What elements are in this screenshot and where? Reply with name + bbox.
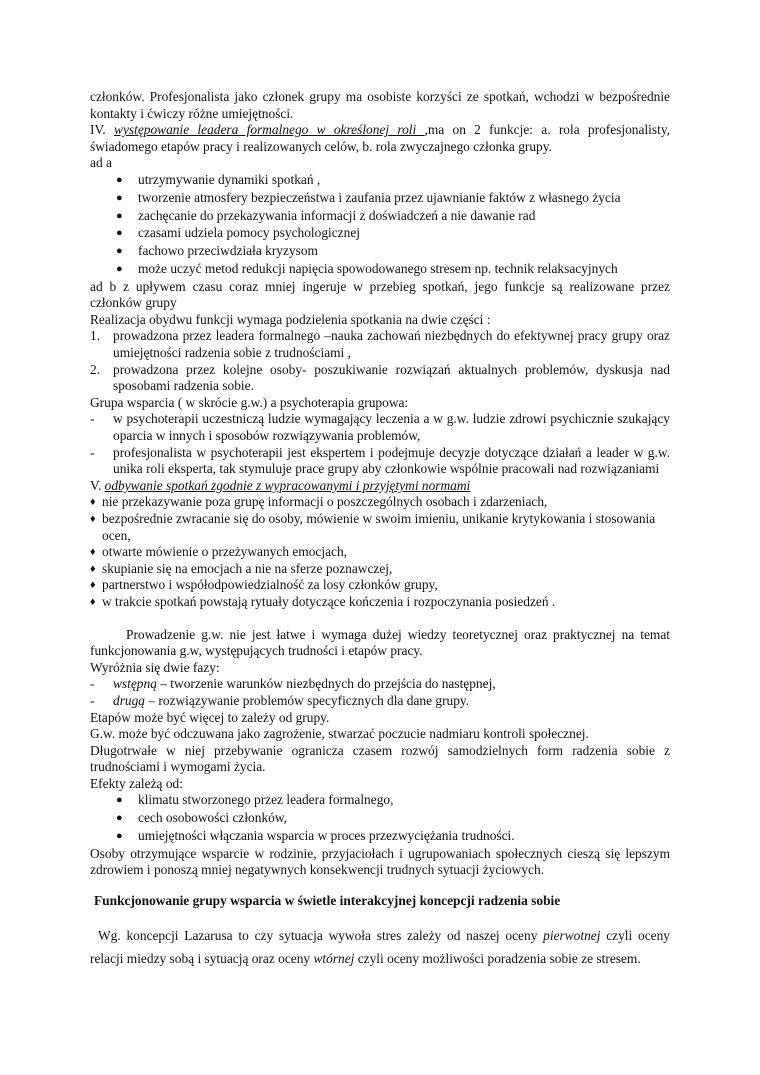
diamond-icon: ♦ xyxy=(90,496,96,509)
list-item: ♦ partnerstwo i współodpowiedzialność za losy członków grupy, xyxy=(90,577,438,593)
section-iv xyxy=(90,122,670,155)
realizacja-paragraph: Realizacja obydwu funkcji wymaga podzielenia spotkania na dwie części : xyxy=(90,311,491,327)
list-item: ● klimatu stworzonego przez leadera formalnego, xyxy=(116,792,394,808)
list-item: - drugą – rozwiązywanie problemów specyficznych dla dane grupy. xyxy=(90,692,470,708)
diamond-icon: ♦ xyxy=(90,512,96,525)
bullet-icon: ● xyxy=(116,794,123,807)
bullet-icon: ● xyxy=(116,830,123,843)
section-v xyxy=(90,478,670,495)
etapow-paragraph: Etapów może być więcej to zależy od grupy. xyxy=(90,709,330,725)
list-item: ● czasami udziela pomocy psychologicznej xyxy=(116,225,360,241)
lazarus-paragraph: Wg. koncepcji Lazarusa to czy sytuacja wywoła stres zależy od naszej oceny pierwotnej czyli oceny relacji miedzy sobą i sytuacją oraz oceny wtórnej czyli oceny możliwości poradzenia sobie ze stresem. xyxy=(90,927,670,966)
section-iv-title: występowanie leadera formalnego w określonej roli xyxy=(114,122,425,138)
list-item: ● fachowo przeciwdziała kryzysom xyxy=(116,243,318,259)
diamond-icon: ♦ xyxy=(90,579,96,592)
bullet-icon: ● xyxy=(116,209,123,222)
list-item: ● może uczyć metod redukcji napięcia spowodowanego stresem np. technik relaksacyjnych xyxy=(116,260,618,276)
list-item: ● zachęcanie do przekazywania informacji z doświadczeń a nie dawanie rad xyxy=(116,207,536,223)
grupa-paragraph: Grupa wsparcia ( w skrócie g.w.) a psychoterapia grupowa: xyxy=(90,394,409,410)
diamond-icon: ♦ xyxy=(90,595,96,608)
list-item: ♦ otwarte mówienie o przeżywanych emocjach, xyxy=(90,544,348,560)
section-iv-number: IV. xyxy=(90,122,106,138)
bullet-icon: ● xyxy=(116,191,123,204)
bullet-icon: ● xyxy=(116,812,123,825)
section-heading: Funkcjonowanie grupy wsparcia w świetle interakcyjnej koncepcji radzenia sobie xyxy=(94,893,561,908)
spacer xyxy=(90,611,670,627)
list-item: ● cech osobowości członków, xyxy=(116,810,287,826)
diamond-icon: ♦ xyxy=(90,562,96,575)
bullet-icon: ● xyxy=(116,245,123,258)
list-item: - w psychoterapii uczestniczą ludzie wymagający leczenia a w g.w. ludzie zdrowi psychicznie szukający oparcia w innych i sposobów rozwiązywania problemów, xyxy=(90,411,670,443)
section-v-title: odbywanie spotkań zgodnie z wypracowanymi i przyjętymi normami xyxy=(104,477,471,493)
list-item: ● umiejętności włączania wsparcia w proces przezwyciężania trudności. xyxy=(116,828,515,844)
intro-paragraph: członków. Profesjonalista jako członek grupy ma osobiste korzyści ze spotkań, wchodzi w bezpośrednie kontakty i ćwiczy różne umiejętności. xyxy=(90,89,670,121)
effects-list xyxy=(90,792,670,844)
list-item: - wstępną – tworzenie warunków niezbędnych do przejścia do następnej, xyxy=(90,676,496,692)
bullet-icon: ● xyxy=(116,262,123,275)
bullet-icon: ● xyxy=(116,173,123,186)
section-v-number: V. xyxy=(90,477,102,493)
list-item: ♦ skupianie się na emocjach a nie na sferze poznawczej, xyxy=(90,560,393,576)
list-item: ● tworzenie atmosfery bezpieczeństwa i zaufania przez ujawnianie faktów z własnego życia xyxy=(116,189,621,205)
ad-a-list xyxy=(90,172,670,278)
osoby-paragraph: Osoby otrzymujące wsparcie w rodzinie, przyjaciołach i ugrupowaniach społecznych cieszą się lepszym zdrowiem i ponoszą mniej negatywnych konsekwencji trudnych sytuacji życiowych. xyxy=(90,845,670,878)
bullet-icon: ● xyxy=(116,227,123,240)
numbered-list xyxy=(90,328,670,394)
list-item: ♦ nie przekazywanie poza grupę informacji o poszczególnych osobach i zdarzeniach, xyxy=(90,494,548,510)
section-iv-text: ,ma on 2 funkcje: a. rola profesjonalisty, świadomego etapów pracy i realizowanych celów, b. rola zwyczajnego członka grupy. xyxy=(90,122,670,154)
list-item: ● utrzymywanie dynamiki spotkań , xyxy=(116,171,321,187)
list-item: 2. prowadzona przez kolejne osoby- poszukiwanie rozwiązań aktualnych problemów, dyskusja nad sposobami radzenia sobie. xyxy=(90,361,670,394)
document-page xyxy=(90,89,670,970)
list-item: ♦ bezpośrednie zwracanie się do osoby, mówienie w swoim imieniu, unikanie krytykowania i stosowania ocen, xyxy=(90,510,656,543)
norms-list xyxy=(90,494,670,610)
fazy-paragraph: Wyróżnia się dwie fazy: xyxy=(90,659,220,675)
ad-b-paragraph: ad b z upływem czasu coraz mniej ingeruje w przebieg spotkań, jego funkcje są realizowane przez członków grupy xyxy=(90,278,670,311)
list-item: 1. prowadzona przez leadera formalnego –nauka zachowań niezbędnych do efektywnej pracy grupy oraz umiejętności radzenia sobie z trudnościami , xyxy=(90,328,670,361)
zagrozenie-paragraph: G.w. może być odczuwana jako zagrożenie, stwarzać poczucie nadmiaru kontroli społecznej. xyxy=(90,726,589,742)
list-item: - profesjonalista w psychoterapii jest ekspertem i podejmuje decyzje dotyczące działań a leader w g.w. unika roli eksperta, tak stymuluje prace grupy aby członkowie wspólnie pracowali nad rozwiązaniami xyxy=(90,444,670,477)
list-item: ♦ w trakcie spotkań powstają rytuały dotyczące kończenia i rozpoczynania posiedzeń . xyxy=(90,593,556,609)
dash-list xyxy=(90,411,670,477)
dlugotrwale-paragraph: Długotrwałe w niej przebywanie ogranicza czasem rozwój samodzielnych form radzenia sobie z trudnościami i wymogami życia. xyxy=(90,742,670,775)
diamond-icon: ♦ xyxy=(90,546,96,559)
phases-list xyxy=(90,676,670,709)
prowadzenie-paragraph: Prowadzenie g.w. nie jest łatwe i wymaga dużej wiedzy teoretycznej oraz praktycznej na temat funkcjonowania g.w, występujących trudności i etapów pracy. xyxy=(90,626,670,659)
efekty-paragraph: Efekty zależą od: xyxy=(90,775,183,791)
ad-a-label: ad a xyxy=(90,155,112,171)
